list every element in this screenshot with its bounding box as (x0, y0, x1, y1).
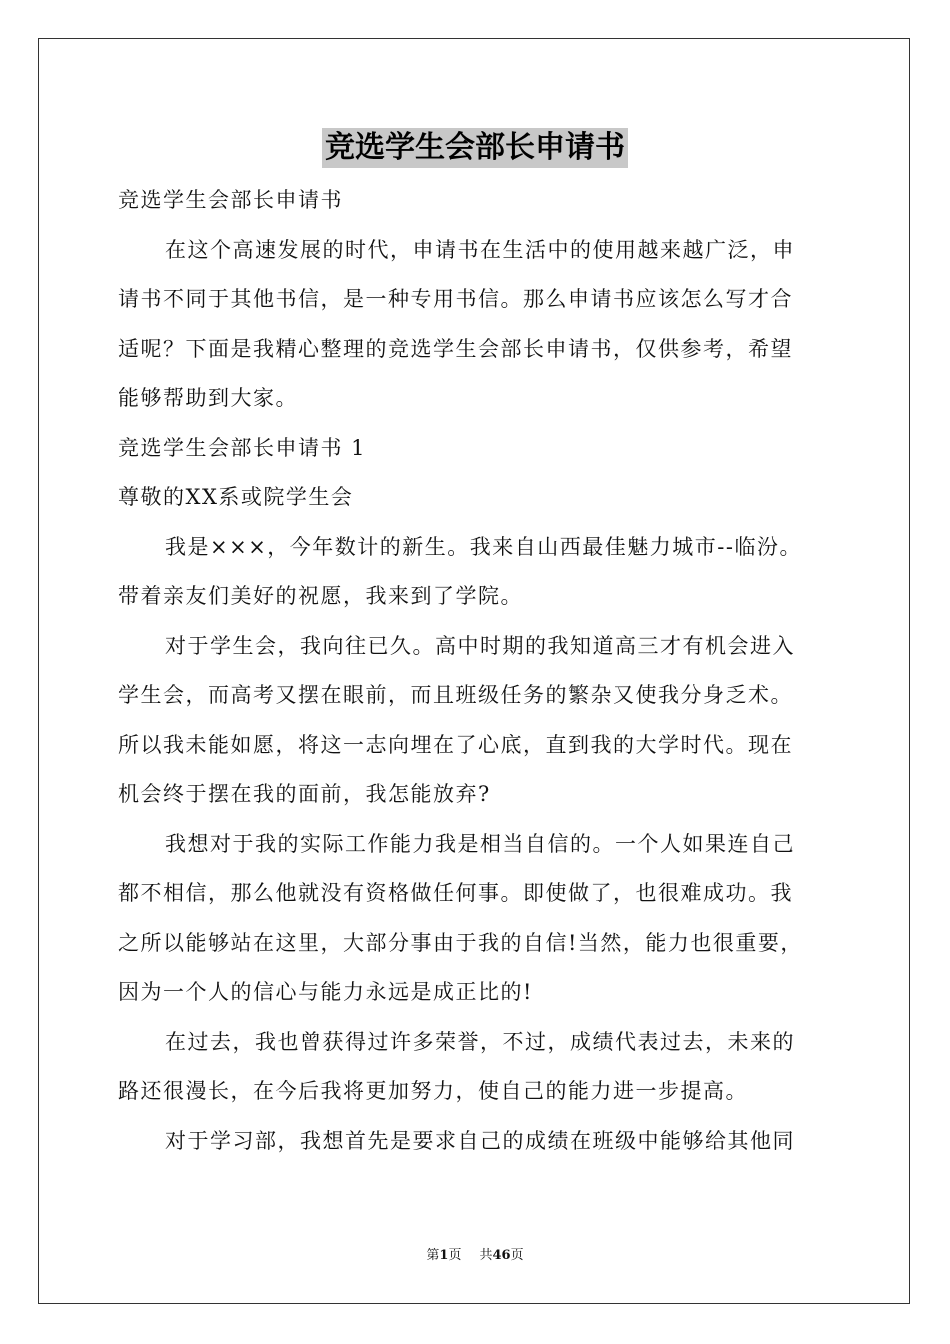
text-line: 请书不同于其他书信，是一种专用书信。那么申请书应该怎么写才合 (118, 287, 793, 311)
text-line: 竞选学生会部长申请书 1 (118, 435, 367, 460)
total-suffix: 页 (510, 1248, 524, 1263)
text-line: 我想对于我的实际工作能力我是相当自信的。一个人如果连自己 (165, 831, 795, 856)
page-suffix: 页 (448, 1248, 462, 1263)
text-line: 竞选学生会部长申请书 (118, 188, 343, 212)
text-line: 在过去，我也曾获得过许多荣誉，不过，成绩代表过去，未来的 (165, 1029, 795, 1054)
text-line: 学生会，而高考又摆在眼前，而且班级任务的繁杂又使我分身乏术。 (118, 683, 793, 707)
text-line: 对于学习部，我想首先是要求自己的成绩在班级中能够给其他同 (165, 1128, 795, 1153)
text-line: 所以我未能如愿，将这一志向埋在了心底，直到我的大学时代。现在 (118, 732, 793, 757)
text-line: 适呢？下面是我精心整理的竞选学生会部长申请书，仅供参考，希望 (118, 336, 793, 361)
page-number: 1 (439, 1248, 449, 1263)
text-line: 尊敬的XX系或院学生会 (118, 485, 354, 509)
page-prefix: 第 (426, 1248, 440, 1263)
document-body (118, 176, 842, 1166)
total-prefix: 共 (479, 1248, 493, 1263)
text-line: 对于学生会，我向往已久。高中时期的我知道高三才有机会进入 (165, 633, 795, 658)
total-pages: 46 (492, 1248, 511, 1263)
text-line: 机会终于摆在我的面前，我怎能放弃? (118, 782, 491, 806)
text-line: 之所以能够站在这里，大部分事由于我的自信!当然，能力也很重要， (118, 930, 803, 955)
text-line: 路还很漫长，在今后我将更加努力，使自己的能力进一步提高。 (118, 1079, 748, 1103)
title-container (0, 128, 950, 168)
text-line: 能够帮助到大家。 (118, 386, 298, 410)
page-footer (0, 1247, 950, 1265)
text-line: 我是×××，今年数计的新生。我来自山西最佳魅力城市--临汾。 (165, 534, 802, 559)
text-line: 都不相信，那么他就没有资格做任何事。即使做了，也很难成功。我 (118, 881, 793, 905)
text-line: 在这个高速发展的时代，申请书在生活中的使用越来越广泛，申 (165, 237, 795, 262)
text-line: 带着亲友们美好的祝愿，我来到了学院。 (118, 584, 523, 608)
text-line: 因为一个人的信心与能力永远是成正比的! (118, 980, 533, 1004)
document-title: 竞选学生会部长申请书 (322, 128, 628, 168)
